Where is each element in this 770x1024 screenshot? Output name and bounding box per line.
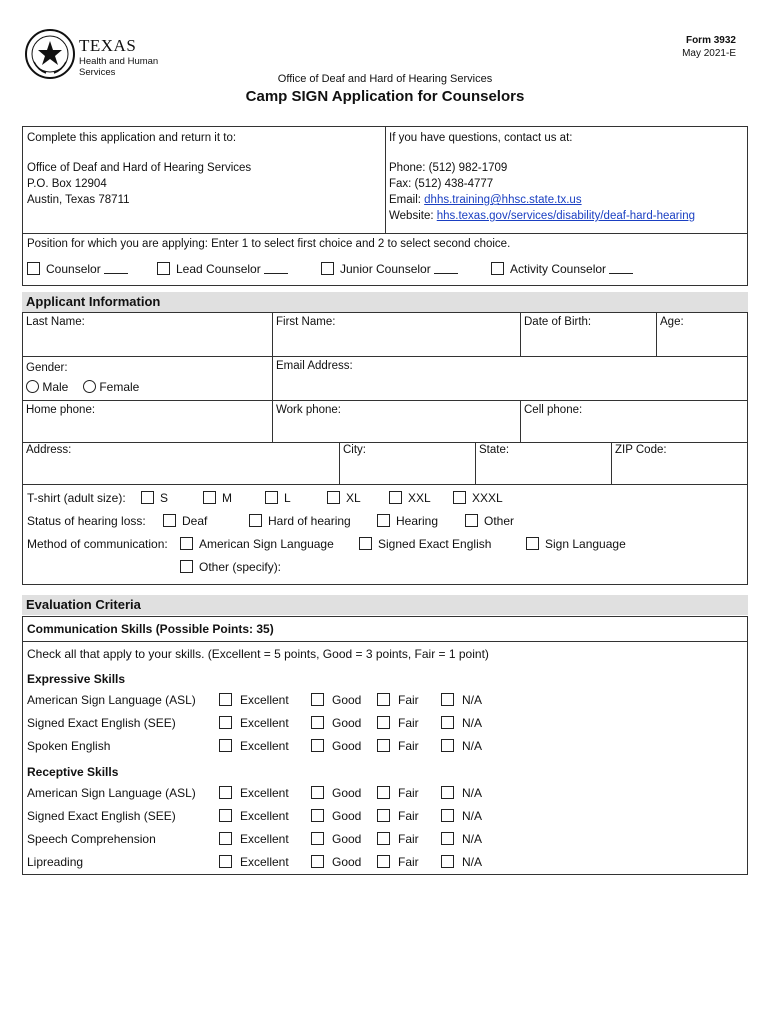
skill-label: American Sign Language (ASL) (27, 786, 196, 800)
lead-counselor-checkbox[interactable] (157, 262, 170, 275)
rating-label: Good (332, 786, 362, 800)
rating-label: Excellent (240, 739, 289, 753)
rating-checkbox[interactable] (311, 855, 324, 868)
comm-sign-language-option[interactable] (526, 537, 626, 551)
male-label: Male (42, 380, 69, 394)
rating-option-excellent[interactable] (219, 786, 289, 800)
tshirt-m-label: M (222, 491, 232, 505)
tshirt-l-checkbox[interactable] (265, 491, 278, 504)
activity-counselor-checkbox[interactable] (491, 262, 504, 275)
gender-male-option[interactable] (26, 380, 68, 394)
tshirt-xxl-checkbox[interactable] (389, 491, 402, 504)
logo-line3: Services (79, 67, 116, 78)
skill-label: American Sign Language (ASL) (27, 693, 196, 707)
rating-checkbox[interactable] (377, 739, 390, 752)
tshirt-xl-label: XL (346, 491, 361, 505)
rating-option-na[interactable] (441, 809, 482, 823)
rating-option-excellent[interactable] (219, 739, 289, 753)
male-radio[interactable] (26, 380, 39, 393)
hearing-hearing-option[interactable] (377, 514, 438, 528)
dob-field[interactable] (521, 313, 657, 357)
rating-option-fair[interactable] (377, 832, 419, 846)
rating-option-fair[interactable] (377, 855, 419, 869)
rating-label: Excellent (240, 832, 289, 846)
state-label: State: (479, 444, 510, 456)
junior-counselor-rank-field[interactable] (434, 263, 458, 274)
tshirt-l-option[interactable] (265, 491, 291, 505)
cell-phone-field[interactable] (521, 401, 747, 443)
logo-line2: Health and Human (79, 56, 159, 67)
rating-checkbox[interactable] (377, 716, 390, 729)
hearing-other-option[interactable] (465, 514, 514, 528)
rating-option-excellent[interactable] (219, 809, 289, 823)
applicant-box (22, 312, 748, 585)
comm-sign-language-checkbox[interactable] (526, 537, 539, 550)
title-divider (23, 641, 747, 642)
city-field[interactable] (340, 443, 476, 485)
hearing-deaf-option[interactable] (163, 514, 207, 528)
hearing-deaf-label: Deaf (182, 514, 208, 528)
rating-option-excellent[interactable] (219, 855, 289, 869)
phone: Phone: (512) 982-1709 (389, 162, 508, 174)
skill-label: Spoken English (27, 739, 111, 753)
junior-counselor-checkbox[interactable] (321, 262, 334, 275)
position-option-lead-counselor (157, 262, 288, 276)
rating-label: N/A (462, 855, 483, 869)
rating-checkbox[interactable] (441, 716, 454, 729)
rating-checkbox[interactable] (219, 832, 232, 845)
age-field[interactable] (657, 313, 747, 357)
zip-label: ZIP Code: (615, 444, 667, 456)
comm-asl-checkbox[interactable] (180, 537, 193, 550)
hearing-other-checkbox[interactable] (465, 514, 478, 527)
rating-checkbox[interactable] (311, 739, 324, 752)
rating-label: N/A (462, 739, 483, 753)
rating-label: Good (332, 693, 362, 707)
counselor-rank-field[interactable] (104, 263, 128, 274)
rating-label: Good (332, 716, 362, 730)
rating-label: N/A (462, 693, 483, 707)
tshirt-xxxl-label: XXXL (472, 491, 503, 505)
skill-label: Lipreading (27, 855, 84, 869)
email-label: Email: (389, 194, 425, 206)
fax: Fax: (512) 438-4777 (389, 178, 494, 190)
counselor-label: Counselor (46, 262, 101, 276)
rating-option-fair[interactable] (377, 809, 419, 823)
tshirt-m-option[interactable] (203, 491, 232, 505)
rating-option-good[interactable] (311, 809, 361, 823)
hearing-hearing-checkbox[interactable] (377, 514, 390, 527)
website-link[interactable]: hhs.texas.gov/services/disability/deaf-hard-hearing (436, 210, 695, 222)
contact-divider-horizontal (23, 233, 747, 234)
tshirt-s-checkbox[interactable] (141, 491, 154, 504)
dob-label: Date of Birth: (524, 316, 592, 328)
rating-checkbox[interactable] (219, 716, 232, 729)
rating-label: Excellent (240, 716, 289, 730)
rating-option-excellent[interactable] (219, 832, 289, 846)
rating-checkbox[interactable] (311, 716, 324, 729)
position-instruction: Position for which you are applying: Enter 1 to select first choice and 2 to select second choice. (27, 238, 511, 250)
comm-see-checkbox[interactable] (359, 537, 372, 550)
rating-label: N/A (462, 786, 483, 800)
comm-asl-option[interactable] (180, 537, 334, 551)
rating-checkbox[interactable] (441, 855, 454, 868)
hearing-other-label: Other (484, 514, 515, 528)
logo-text-texas: TEXAS (79, 36, 137, 55)
junior-counselor-label: Junior Counselor (340, 262, 431, 276)
rating-checkbox[interactable] (377, 786, 390, 799)
tshirt-xxl-option[interactable] (389, 491, 431, 505)
rating-option-good[interactable] (311, 832, 361, 846)
rating-label: N/A (462, 832, 483, 846)
address-line2: P.O. Box 12904 (27, 178, 107, 190)
email-address-field[interactable] (273, 357, 747, 401)
website-label: Website: (389, 210, 437, 222)
tshirt-l-label: L (284, 491, 291, 505)
comm-see-option[interactable] (359, 537, 491, 551)
rating-checkbox[interactable] (377, 855, 390, 868)
tshirt-xl-option[interactable] (327, 491, 361, 505)
tshirt-s-label: S (160, 491, 169, 505)
rating-label: Fair (398, 716, 419, 730)
gender-field (23, 357, 273, 401)
activity-counselor-label: Activity Counselor (510, 262, 607, 276)
comm-sign-language-label: Sign Language (545, 537, 626, 551)
comm-asl-label: American Sign Language (199, 537, 334, 551)
contact-box (22, 126, 748, 286)
rating-label: Fair (398, 786, 419, 800)
lead-counselor-label: Lead Counselor (176, 262, 261, 276)
rating-option-fair[interactable] (377, 716, 419, 730)
page-title: Camp SIGN Application for Counselors (245, 88, 525, 105)
comm-other-label: Other (specify): (199, 560, 282, 574)
rating-option-excellent[interactable] (219, 693, 289, 707)
rating-label: Fair (398, 693, 419, 707)
contact-divider-vertical (385, 127, 386, 233)
tshirt-s-option[interactable] (141, 491, 168, 505)
first-name-field[interactable] (273, 313, 521, 357)
rating-option-good[interactable] (311, 716, 361, 730)
lead-counselor-rank-field[interactable] (264, 263, 288, 274)
expressive-skills-title: Expressive Skills (27, 672, 126, 686)
form-number-block (682, 34, 736, 60)
rating-option-good[interactable] (311, 855, 361, 869)
hearing-hoh-checkbox[interactable] (249, 514, 262, 527)
state-field[interactable] (476, 443, 612, 485)
rating-option-na[interactable] (441, 786, 482, 800)
rating-checkbox[interactable] (311, 832, 324, 845)
gender-label: Gender: (26, 362, 68, 374)
evaluation-box (22, 616, 748, 875)
rating-option-good[interactable] (311, 786, 361, 800)
home-phone-field[interactable] (23, 401, 273, 443)
rating-checkbox[interactable] (219, 693, 232, 706)
last-name-field[interactable] (23, 313, 273, 357)
communication-skills-title: Communication Skills (Possible Points: 35) (27, 622, 274, 636)
comm-other-checkbox[interactable] (180, 560, 193, 573)
gender-female-option[interactable] (83, 380, 139, 394)
rating-checkbox[interactable] (441, 809, 454, 822)
hearing-status-label: Status of hearing loss: (27, 514, 146, 528)
work-phone-label: Work phone: (276, 404, 341, 416)
rating-checkbox[interactable] (219, 809, 232, 822)
activity-counselor-rank-field[interactable] (609, 263, 633, 274)
rating-checkbox[interactable] (311, 786, 324, 799)
receptive-skills-title: Receptive Skills (27, 765, 119, 779)
rating-label: Fair (398, 809, 419, 823)
rating-label: Excellent (240, 855, 289, 869)
rating-label: Good (332, 739, 362, 753)
tshirt-xxxl-option[interactable] (453, 491, 503, 505)
zip-field[interactable] (612, 443, 747, 485)
rating-label: Excellent (240, 786, 289, 800)
first-name-label: First Name: (276, 316, 336, 328)
skill-label: Signed Exact English (SEE) (27, 716, 176, 730)
address-line1: Office of Deaf and Hard of Hearing Services (27, 162, 252, 174)
rating-checkbox[interactable] (441, 832, 454, 845)
skill-label: Signed Exact English (SEE) (27, 809, 176, 823)
rating-checkbox[interactable] (377, 809, 390, 822)
hearing-hoh-option[interactable] (249, 514, 351, 528)
evaluation-section-header: Evaluation Criteria (22, 595, 748, 615)
rating-checkbox[interactable] (219, 855, 232, 868)
rating-option-na[interactable] (441, 716, 482, 730)
rating-option-good[interactable] (311, 693, 361, 707)
home-phone-label: Home phone: (26, 404, 96, 416)
hearing-hoh-label: Hard of hearing (268, 514, 351, 528)
form-date: May 2021-E (682, 48, 736, 59)
address-field[interactable] (23, 443, 340, 485)
comm-see-label: Signed Exact English (378, 537, 492, 551)
position-option-counselor (27, 262, 128, 276)
age-label: Age: (660, 316, 684, 328)
questions-heading: If you have questions, contact us at: (389, 132, 573, 144)
rating-option-na[interactable] (441, 739, 482, 753)
email-link[interactable]: dhhs.training@hhsc.state.tx.us (424, 194, 582, 206)
rating-option-na[interactable] (441, 693, 482, 707)
tshirt-xxxl-checkbox[interactable] (453, 491, 466, 504)
rating-checkbox[interactable] (311, 809, 324, 822)
email-address-label: Email Address: (276, 360, 353, 372)
rating-label: Fair (398, 739, 419, 753)
rating-label: Good (332, 855, 362, 869)
evaluation-instruction: Check all that apply to your skills. (Excellent = 5 points, Good = 3 points, Fair = 1 point) (27, 647, 489, 661)
rating-option-excellent[interactable] (219, 716, 289, 730)
tshirt-xxl-label: XXL (408, 491, 431, 505)
address-line3: Austin, Texas 78711 (27, 194, 130, 206)
rating-option-fair[interactable] (377, 786, 419, 800)
comm-other-option[interactable] (180, 560, 281, 574)
form-number: Form 3932 (685, 35, 736, 46)
last-name-label: Last Name: (26, 316, 85, 328)
rating-checkbox[interactable] (441, 739, 454, 752)
hearing-deaf-checkbox[interactable] (163, 514, 176, 527)
female-radio[interactable] (83, 380, 96, 393)
rating-option-fair[interactable] (377, 693, 419, 707)
applicant-section-header: Applicant Information (22, 292, 748, 312)
tshirt-xl-checkbox[interactable] (327, 491, 340, 504)
rating-option-good[interactable] (311, 739, 361, 753)
rating-checkbox[interactable] (441, 693, 454, 706)
position-option-activity-counselor (491, 262, 633, 276)
rating-option-fair[interactable] (377, 739, 419, 753)
counselor-checkbox[interactable] (27, 262, 40, 275)
address-label: Address: (26, 444, 72, 456)
rating-checkbox[interactable] (219, 786, 232, 799)
cell-phone-label: Cell phone: (524, 404, 583, 416)
email-line (389, 194, 582, 206)
female-label: Female (99, 380, 140, 394)
work-phone-field[interactable] (273, 401, 521, 443)
rating-option-na[interactable] (441, 855, 482, 869)
communication-method-label: Method of communication: (27, 537, 168, 551)
rating-label: N/A (462, 809, 483, 823)
rating-label: Excellent (240, 693, 289, 707)
tshirt-m-checkbox[interactable] (203, 491, 216, 504)
rating-checkbox[interactable] (311, 693, 324, 706)
rating-label: Fair (398, 855, 419, 869)
rating-label: Good (332, 832, 362, 846)
city-label: City: (343, 444, 366, 456)
rating-checkbox[interactable] (441, 786, 454, 799)
rating-label: Fair (398, 832, 419, 846)
position-option-junior-counselor (321, 262, 458, 276)
skill-label: Speech Comprehension (27, 832, 156, 846)
rating-checkbox[interactable] (377, 832, 390, 845)
rating-checkbox[interactable] (377, 693, 390, 706)
rating-label: Good (332, 809, 362, 823)
rating-label: N/A (462, 716, 483, 730)
website-line (389, 210, 695, 222)
office-name: Office of Deaf and Hard of Hearing Services (277, 73, 493, 85)
hearing-hearing-label: Hearing (396, 514, 439, 528)
rating-checkbox[interactable] (219, 739, 232, 752)
rating-label: Excellent (240, 809, 289, 823)
tshirt-label: T-shirt (adult size): (27, 491, 126, 505)
rating-option-na[interactable] (441, 832, 482, 846)
return-heading: Complete this application and return it to: (27, 132, 237, 144)
